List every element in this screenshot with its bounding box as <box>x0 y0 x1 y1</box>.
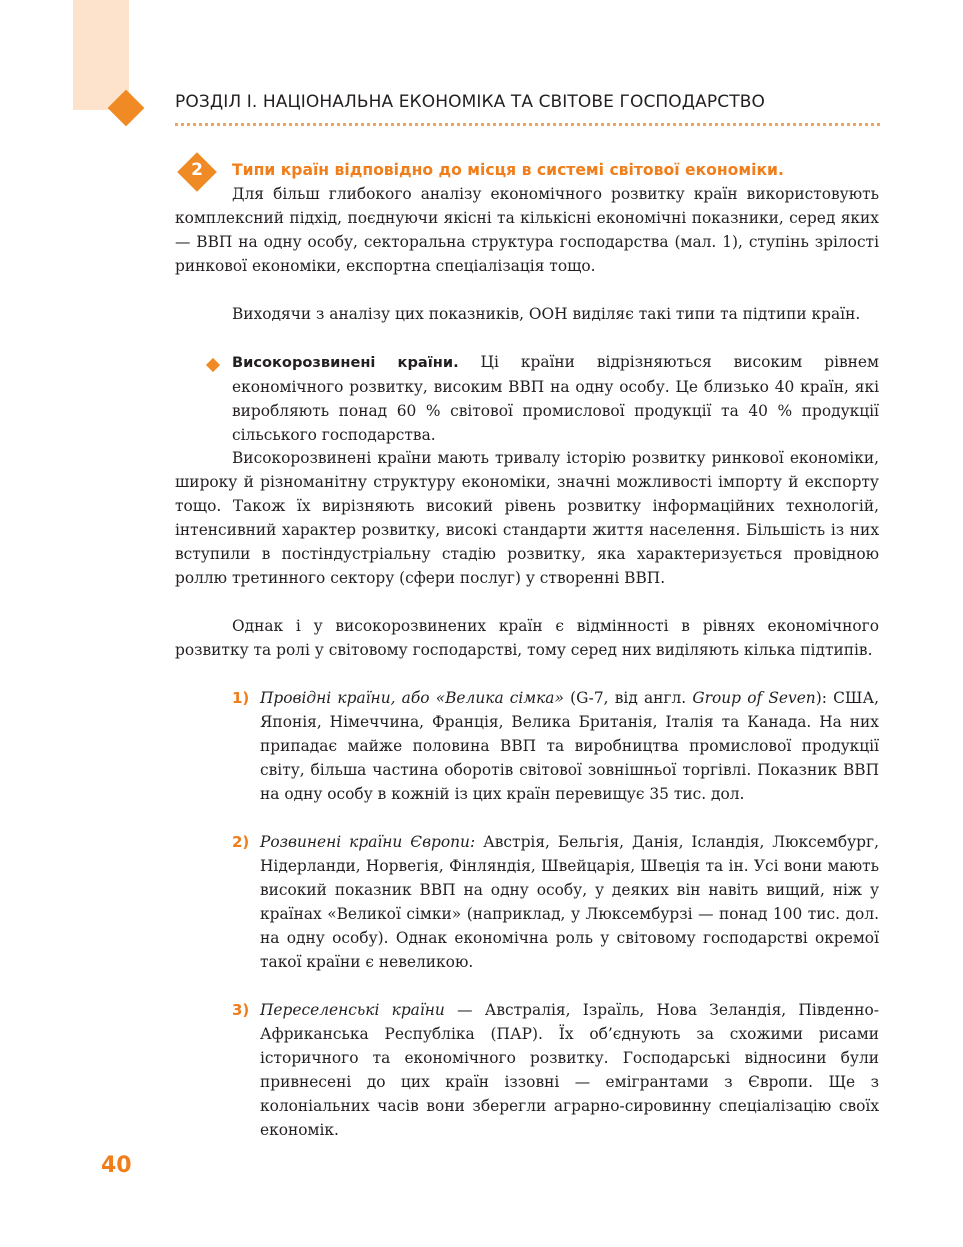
item-english-term: Group of Seven <box>692 689 816 707</box>
chapter-title: РОЗДІЛ І. НАЦІОНАЛЬНА ЕКОНОМІКА ТА СВІТОВЕ ГОСПОДАРСТВО <box>175 92 765 112</box>
paragraph-intro: Для більш глибокого аналізу економічного розвитку країн використовують комплексний підхід, поєднуючи якісні та кількісні економічні показники, серед яких — ВВП на одну особу, секторальна структура господарства (мал. 1), ступінь зрілості ринкової економіки, експортна спеціалізація тощо. <box>175 185 879 275</box>
item-title: Переселенські країни <box>260 1001 445 1019</box>
item-text: Австрія, Бельгія, Данія, Ісландія, Люксембург, Нідерланди, Норвегія, Фінляндія, Швейцарія, Швеція та ін. Усі вони мають високий показник ВВП на одну особу, у деяких він навіть вищий, ніж у країнах «Великої сімки» (наприклад, у Люксембурзі — понад 100 тис. дол. на одну особу). Однак економічна роль у світовому господарстві окремої такої країни є невеликою. <box>260 833 879 971</box>
list-item-number: 3) <box>232 1001 250 1019</box>
item-text: ): США, Японія, Німеччина, Франція, Велика Британія, Італія та Канада. На них припадає майже половина ВВП та виробництва промислової продукції світу, більша частина оборотів світової зовнішньої торгівлі. Показник ВВП на одну особу в кожній із цих країн перевищує 35 тис. дол. <box>260 689 879 803</box>
paragraph-un-types: Виходячи з аналізу цих показників, ООН виділяє такі типи та підтипи країн. <box>232 305 861 323</box>
list-item-number: 2) <box>232 833 250 851</box>
header-dotted-divider <box>175 123 880 126</box>
item-text: (G-7, від англ. <box>563 689 693 707</box>
bullet-diamond-icon <box>206 358 220 372</box>
list-item-settler <box>260 998 879 1142</box>
item-title: Розвинені країни Європи: <box>260 833 476 851</box>
paragraph-subtypes: Однак і у високорозвинених країн є відмінності в рівнях економічного розвитку та ролі у світовому господарстві, тому серед них виділяють кілька підтипів. <box>175 617 879 659</box>
page-number: 40 <box>101 1153 132 1178</box>
item-text: — Австралія, Ізраїль, Нова Зеландія, Південно-Африканська Республіка (ПАР). Їх об’єднують за схожими рисами історичного та економічного розвитку. Господарські відносини були привнесені до цих країн іззовні — емігрантами з Європи. Ще з колоніальних часів вони зберегли аграрно-сировинну спеціалізацію своїх економік. <box>260 1001 879 1139</box>
section-title: Типи країн відповідно до місця в системі світової економіки. <box>232 161 784 179</box>
bullet-title: Високорозвинені країни. <box>232 354 459 371</box>
list-item-europe <box>260 830 879 974</box>
item-title: Провідні країни, або «Велика сімка» <box>260 689 564 707</box>
list-item-number: 1) <box>232 689 250 707</box>
list-item-g7 <box>260 686 879 806</box>
bullet-text: Ці країни відрізняються високим рівнем економічного розвитку, високим ВВП на одну особу. Це близько 40 країн, які виробляють понад 60 % світової промислової продукції та 40 % продукції сільського господарства. <box>232 353 879 444</box>
section-number: 2 <box>191 160 203 180</box>
paragraph-developed-countries <box>232 350 879 447</box>
paragraph-developed-history: Високорозвинені країни мають тривалу історію розвитку ринкової економіки, широку й різноманітну структуру економіки, значні можливості імпорту й експорту тощо. Також їх вирізняють високий рівень розвитку інформаційних технологій, інтенсивний характер розвитку, високі стандарти життя населення. Більшість із них вступили в постіндустріальну стадію розвитку, яка характеризується провідною роллю третинного сектору (сфери послуг) у створенні ВВП. <box>175 449 879 587</box>
